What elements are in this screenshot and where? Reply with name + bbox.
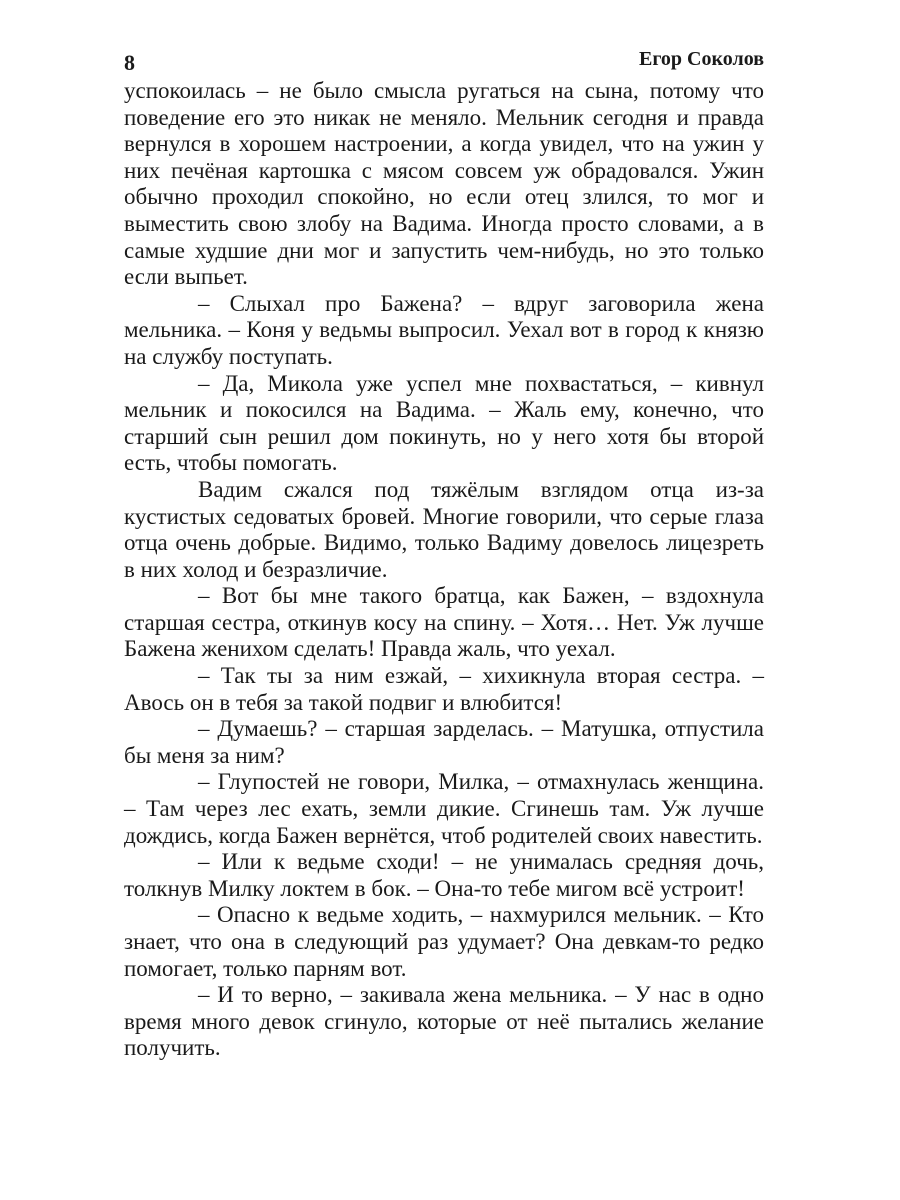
paragraph: – Так ты за ним езжай, – хихикнула вторая сестра. – Авось он в тебя за такой подвиг и влюбится! <box>124 663 764 715</box>
paragraph: успокоилась – не было смысла ругаться на сына, потому что поведение его это никак не меняло. Мельник сегодня и правда вернулся в хорошем настроении, а когда увидел, что на ужин у них печёная картошка с мясом совсем уж обрадовался. Ужин обычно проходил спокойно, но если отец злился, то мог и выместить свою злобу на Вадима. Иногда просто словами, а в самые худшие дни мог и запустить чем-нибудь, но это только если выпьет. <box>124 78 764 290</box>
paragraph: – И то верно, – закивала жена мельника. – У нас в одно время много девок сгинуло, которые от неё пытались желание получить. <box>124 982 764 1061</box>
page-number: 8 <box>124 50 135 75</box>
body-text <box>124 78 764 1062</box>
paragraph: – Или к ведьме сходи! – не унималась средняя дочь, толкнув Милку локтем в бок. – Она-то тебе мигом всё устроит! <box>124 849 764 901</box>
book-page <box>124 46 764 1062</box>
paragraph: – Вот бы мне такого братца, как Бажен, – вздохнула старшая сестра, откинув косу на спину. – Хотя… Нет. Уж лучше Бажена женихом сделать! Правда жаль, что уехал. <box>124 583 764 662</box>
page-header <box>124 46 764 78</box>
paragraph: – Думаешь? – старшая зарделась. – Матушка, отпустила бы меня за ним? <box>124 716 764 768</box>
paragraph: – Да, Микола уже успел мне похвастаться, – кивнул мельник и покосился на Вадима. – Жаль ему, конечно, что старший сын решил дом покинуть, но у него хотя бы второй есть, чтобы помогать. <box>124 370 764 476</box>
paragraph: Вадим сжался под тяжёлым взглядом отца из-за кустистых седоватых бровей. Многие говорили, что серые глаза отца очень добрые. Видимо, только Вадиму довелось лицезреть в них холод и безразличие. <box>124 476 764 582</box>
running-head-author: Егор Соколов <box>638 48 764 70</box>
paragraph: – Глупостей не говори, Милка, – отмахнулась женщина. – Там через лес ехать, земли дикие. Сгинешь там. Уж лучше дождись, когда Бажен вернётся, чтоб родителей своих навестить. <box>124 769 764 848</box>
paragraph: – Слыхал про Бажена? – вдруг заговорила жена мельника. – Коня у ведьмы выпросил. Уехал вот в город к князю на службу поступать. <box>124 290 764 369</box>
paragraph: – Опасно к ведьме ходить, – нахмурился мельник. – Кто знает, что она в следующий раз удумает? Она девкам-то редко помогает, только парням вот. <box>124 902 764 981</box>
